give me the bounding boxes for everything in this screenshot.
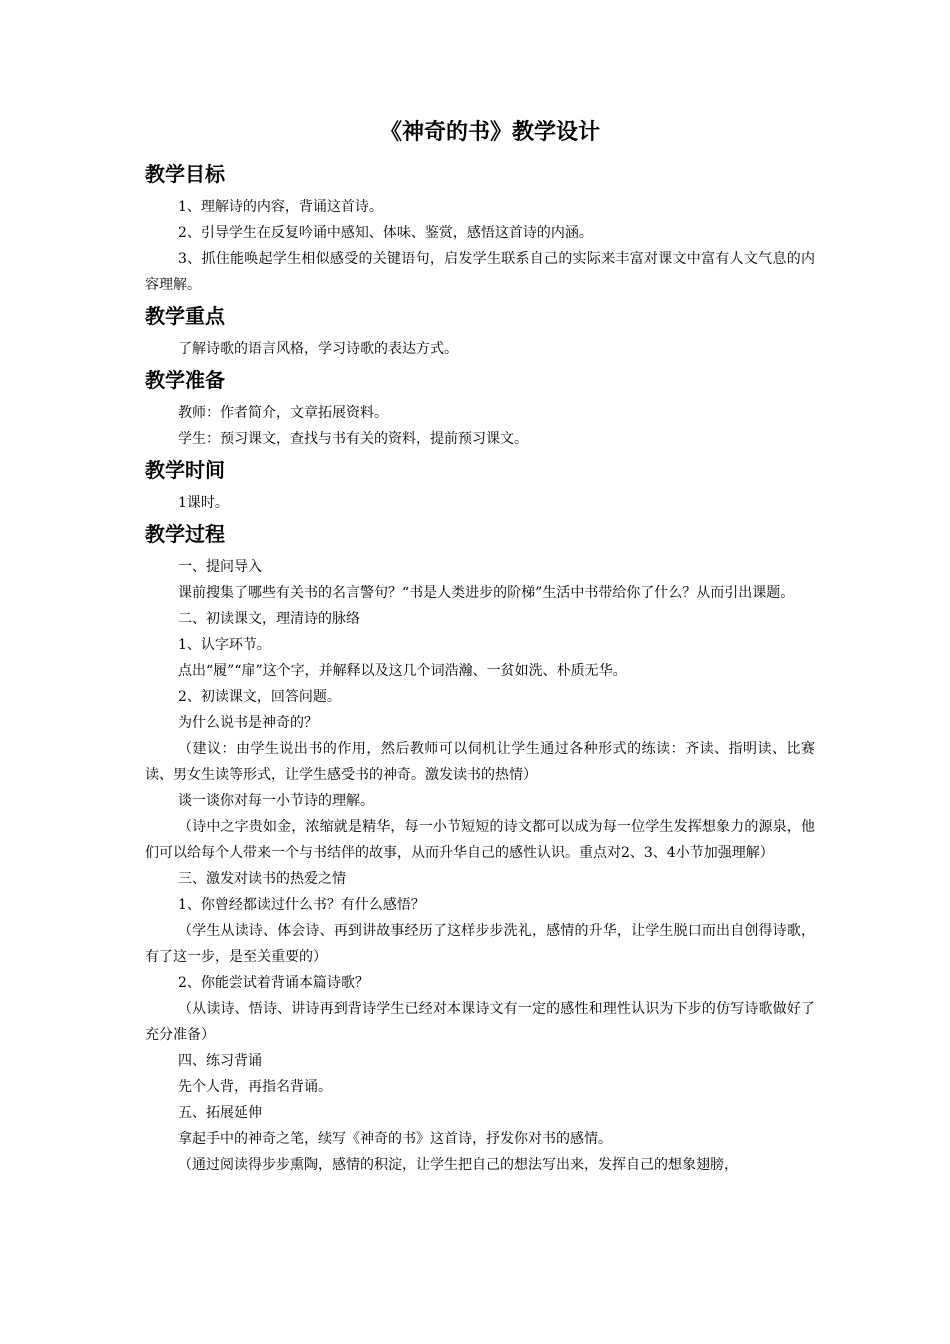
paragraph: 2、你能尝试着背诵本篇诗歌？ <box>178 975 369 991</box>
paragraph: 二、初读课文，理清诗的脉络 <box>178 611 360 627</box>
paragraph: 学生：预习课文，查找与书有关的资料，提前预习课文。 <box>178 431 528 447</box>
paragraph: 先个人背，再指名背诵。 <box>178 1079 332 1095</box>
paragraph: （诗中之字贵如金，浓缩就是精华，每一小节短短的诗文都可以成为每一位学生发挥想象力的源泉，他们可以给每个人带来一个与书结伴的故事，从而升华自己的感性认识。重点对2、3、4小节加强理解） <box>145 819 815 861</box>
document-title: 《神奇的书》教学设计 <box>379 120 600 145</box>
section-heading: 教学时间 <box>145 458 225 482</box>
section-heading: 教学过程 <box>145 522 225 546</box>
paragraph: （建议：由学生说出书的作用，然后教师可以伺机让学生通过各种形式的练读：齐读、指明读、比赛读、男女生读等形式，让学生感受书的神奇。激发读书的热情） <box>145 741 815 783</box>
paragraph: 三、激发对读书的热爱之情 <box>178 871 346 887</box>
paragraph: 四、练习背诵 <box>178 1053 262 1069</box>
paragraph: 1、理解诗的内容，背诵这首诗。 <box>178 199 383 215</box>
section-heading: 教学目标 <box>145 162 225 186</box>
paragraph: 一、提问导入 <box>178 559 262 575</box>
paragraph: （学生从读诗、体会诗、再到讲故事经历了这样步步洗礼，感情的升华，让学生脱口而出自创得诗歌，有了这一步，是至关重要的） <box>145 923 815 965</box>
paragraph: 2、初读课文，回答问题。 <box>178 689 341 705</box>
section-key-points <box>145 302 815 362</box>
paragraph: 五、拓展延伸 <box>178 1105 262 1121</box>
document-page <box>145 118 815 1182</box>
paragraph: 课前搜集了哪些有关书的名言警句？“书是人类进步的阶梯”生活中书带给你了什么？从而引出课题。 <box>178 585 795 601</box>
section-heading: 教学准备 <box>145 368 225 392</box>
paragraph: 点出“履”“扉”这个字，并解释以及这几个词浩瀚、一贫如洗、朴质无华。 <box>178 663 627 679</box>
section-process <box>145 520 815 1178</box>
paragraph: 2、引导学生在反复吟诵中感知、体味、鉴赏，感悟这首诗的内涵。 <box>178 225 593 241</box>
section-preparation <box>145 366 815 452</box>
paragraph: （通过阅读得步步熏陶，感情的积淀，让学生把自己的想法写出来，发挥自己的想象翅膀， <box>178 1157 738 1173</box>
paragraph: 为什么说书是神奇的？ <box>178 715 318 731</box>
paragraph: 教师：作者简介，文章拓展资料。 <box>178 405 388 421</box>
paragraph: 1、认字环节。 <box>178 637 271 653</box>
paragraph: 1课时。 <box>178 495 229 511</box>
paragraph: 3、抓住能唤起学生相似感受的关键语句，启发学生联系自己的实际来丰富对课文中富有人文气息的内容理解。 <box>145 251 815 293</box>
section-heading: 教学重点 <box>145 304 225 328</box>
paragraph: 了解诗歌的语言风格，学习诗歌的表达方式。 <box>178 341 458 357</box>
paragraph: 1、你曾经都读过什么书？有什么感悟？ <box>178 897 425 913</box>
paragraph: 谈一谈你对每一小节诗的理解。 <box>178 793 374 809</box>
section-objectives <box>145 160 815 298</box>
section-time <box>145 456 815 516</box>
paragraph: （从读诗、悟诗、讲诗再到背诗学生已经对本课诗文有一定的感性和理性认识为下步的仿写诗歌做好了充分准备） <box>145 1001 815 1043</box>
paragraph: 拿起手中的神奇之笔，续写《神奇的书》这首诗，抒发你对书的感情。 <box>178 1131 612 1147</box>
